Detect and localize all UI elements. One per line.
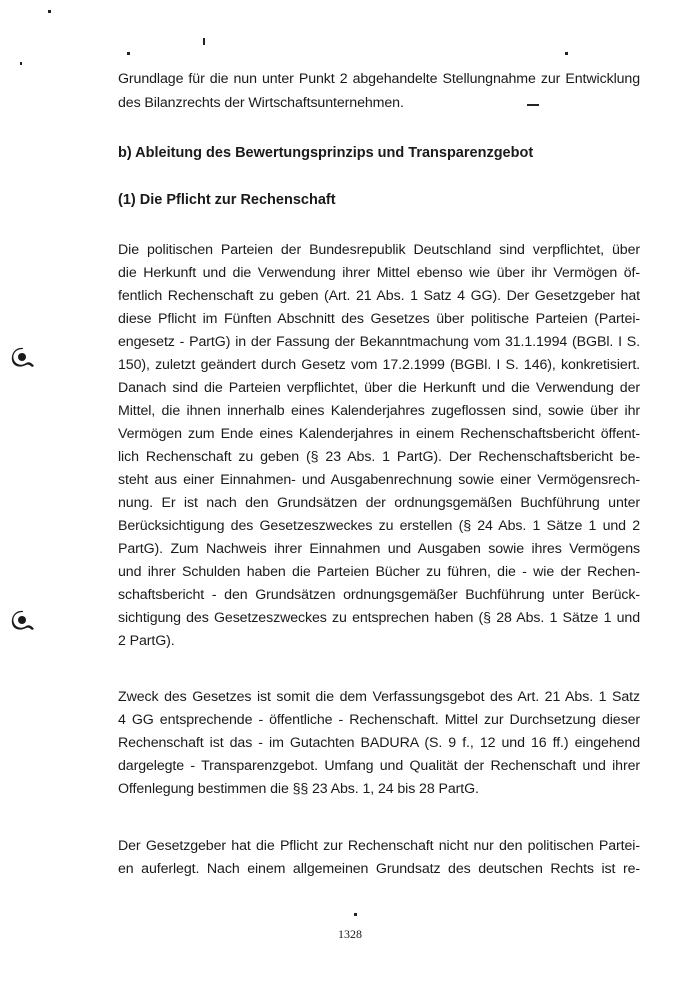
body-text-line: fentlich Rechenschaft zu geben (Art. 21 Abs. 1 Satz 4 GG). Der Gesetzgeber hat [118, 288, 640, 304]
body-text-line: die Herkunft und die Verwendung ihrer Mittel ebenso wie über ihr Vermögen öf- [118, 265, 640, 281]
body-text-line: nung. Er ist nach den Grundsätzen der ordnungsgemäßen Buchführung unter [118, 495, 640, 511]
body-text-line: lich Rechenschaft zu geben (§ 23 Abs. 1 PartG). Der Rechenschaftsbericht be- [118, 449, 640, 465]
clip-mark-icon [10, 347, 36, 369]
body-text-line: schaftsbericht - den Grundsätzen ordnungsgemäßer Buchführung unter Berück- [118, 587, 640, 603]
body-text-line: Die politischen Parteien der Bundesrepublik Deutschland sind verpflichtet, über [118, 242, 640, 258]
page-number: 1328 [338, 927, 362, 941]
body-text-line: sichtigung des Gesetzeszweckes zu entsprechen haben (§ 28 Abs. 1 Sätze 1 und [118, 610, 640, 626]
scan-speck [48, 10, 51, 13]
body-text-line: Offenlegung bestimmen die §§ 23 Abs. 1, 24 bis 28 PartG. [118, 781, 479, 797]
body-text-line: Der Gesetzgeber hat die Pflicht zur Rechenschaft nicht nur den politischen Partei- [118, 838, 640, 854]
scan-speck [127, 52, 130, 55]
body-text-line: PartG). Zum Nachweis ihrer Einnahmen und Ausgaben sowie ihres Vermögens [118, 541, 640, 557]
body-text-line: Danach sind die Parteien verpflichtet, über die Herkunft und die Verwendung der [118, 380, 640, 396]
body-text-line: dargelegte - Transparenzgebot. Umfang und Qualität der Rechenschaft und ihrer [118, 758, 640, 774]
body-text-line: Zweck des Gesetzes ist somit die dem Verfassungsgebot des Art. 21 Abs. 1 Satz [118, 689, 640, 705]
body-text-line: Vermögen zum Ende eines Kalenderjahres in einem Rechenschaftsbericht öffent- [118, 426, 640, 442]
body-text-line: Berücksichtigung des Gesetzeszweckes zu erstellen (§ 24 Abs. 1 Sätze 1 und 2 [118, 518, 640, 534]
scan-speck [203, 38, 205, 45]
clip-mark-icon [10, 610, 36, 632]
body-text-line: und ihrer Schulden haben die Parteien Bücher zu führen, die - wie der Rechen- [118, 564, 640, 580]
body-text-line: 4 GG entsprechende - öffentliche - Rechenschaft. Mittel zur Durchsetzung dieser [118, 712, 640, 728]
body-text-line: en auferlegt. Nach einem allgemeinen Grundsatz des deutschen Rechts ist re- [118, 861, 640, 877]
scan-speck [565, 52, 568, 55]
body-text-line: Grundlage für die nun unter Punkt 2 abgehandelte Stellungnahme zur Entwicklung [118, 71, 640, 87]
scan-speck [20, 62, 22, 65]
body-text-line: 150), zuletzt geändert durch Gesetz vom 17.2.1999 (BGBl. I S. 146), konkretisiert. [118, 357, 640, 373]
body-text-line: Mittel, die ihnen innerhalb eines Kalenderjahres zugeflossen sind, sowie über ihr [118, 403, 640, 419]
section-heading-b: b) Ableitung des Bewertungsprinzips und Transparenzgebot [118, 145, 534, 161]
scan-speck [354, 913, 357, 916]
body-text-line: engesetz - PartG) in der Fassung der Bekanntmachung vom 31.1.1994 (BGBl. I S. [118, 334, 640, 350]
section-heading-1: (1) Die Pflicht zur Rechenschaft [118, 192, 336, 208]
body-text-line: Rechenschaft ist das - im Gutachten BADURA (S. 9 f., 12 und 16 ff.) eingehend [118, 735, 640, 751]
body-text-line: diese Pflicht im Fünften Abschnitt des Gesetzes über politische Parteien (Partei- [118, 311, 640, 327]
body-text-line: des Bilanzrechts der Wirtschaftsunternehmen. [118, 95, 404, 111]
body-text-line: 2 PartG). [118, 633, 175, 649]
body-text-line: steht aus einer Einnahmen- und Ausgabenrechnung sowie einer Vermögensrech- [118, 472, 640, 488]
